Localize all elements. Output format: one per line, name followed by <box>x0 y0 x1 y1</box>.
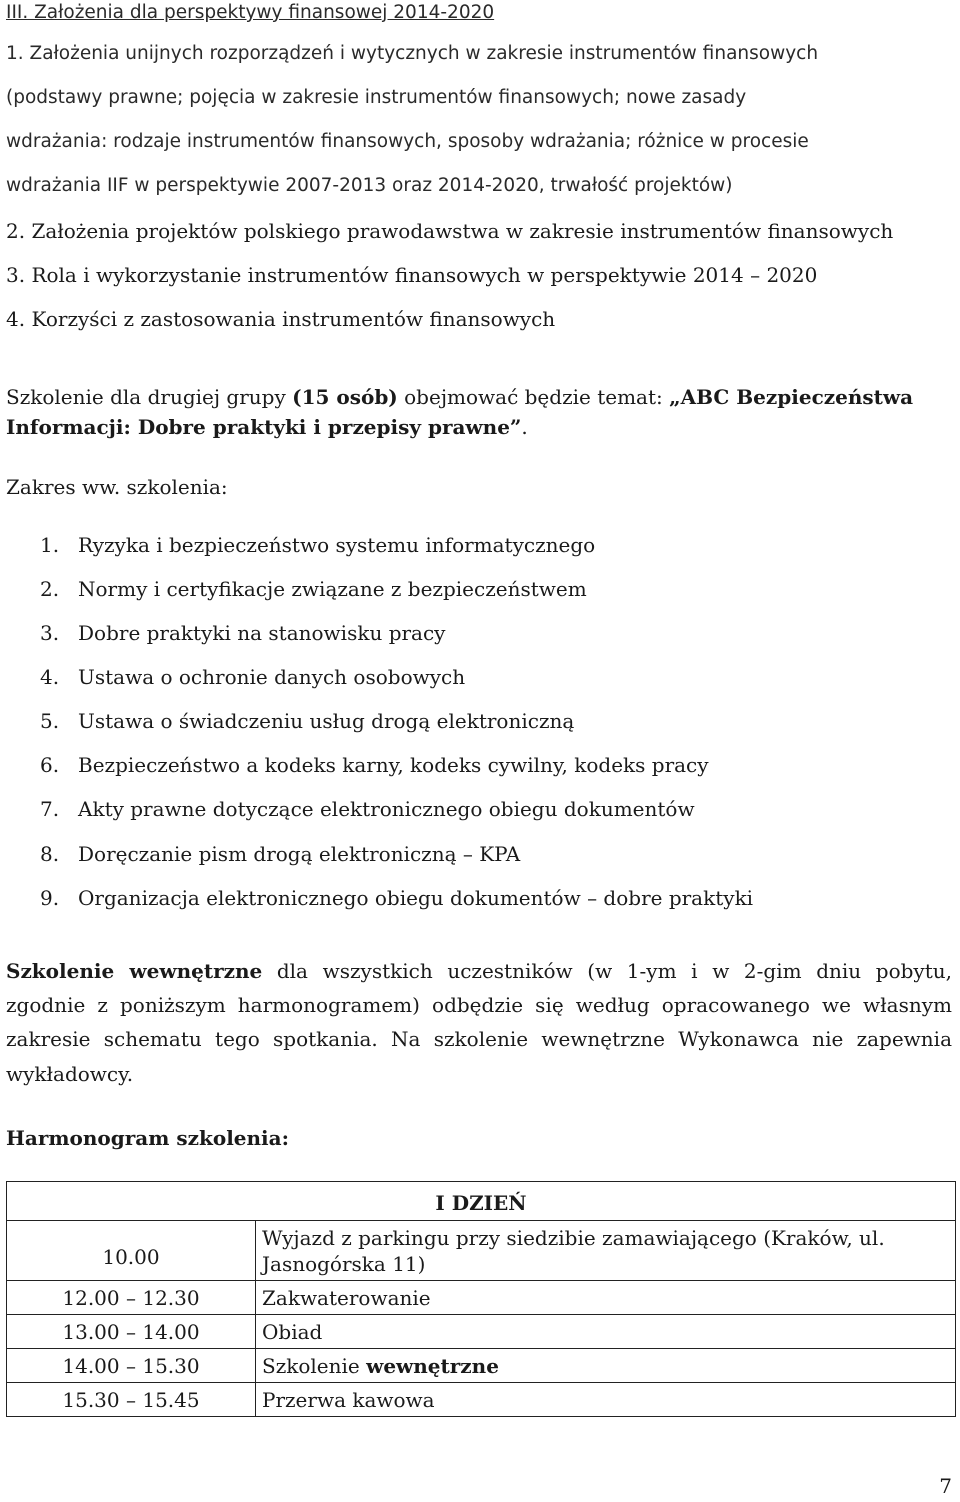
part1-item1-line3: wdrażania: rodzaje instrumentów finansowych, sposoby wdrażania; różnice w procesie <box>6 131 809 152</box>
list-item: 3. Dobre praktyki na stanowisku pracy <box>40 621 446 645</box>
internal-line4: wykładowcy. <box>6 1062 134 1086</box>
internal-line3: zakresie schematu tego spotkania. Na szkolenie wewnętrzne Wykonawca nie zapewnia <box>6 1027 952 1051</box>
table-row <box>7 1383 956 1417</box>
table-row <box>7 1221 956 1281</box>
internal-line2: zgodnie z poniższym harmonogramem) odbędzie się według opracowanego we własnym <box>6 993 952 1017</box>
list-item: 9. Organizacja elektronicznego obiegu dokumentów – dobre praktyki <box>40 886 754 910</box>
internal-bold-lead: Szkolenie wewnętrzne <box>6 959 263 983</box>
list-item: 6. Bezpieczeństwo a kodeks karny, kodeks cywilny, kodeks pracy <box>40 753 709 777</box>
list-item: 7. Akty prawne dotyczące elektronicznego obiegu dokumentów <box>40 797 695 821</box>
part1-item1-line4: wdrażania IIF w perspektywie 2007-2013 oraz 2014-2020, trwałość projektów) <box>6 175 733 196</box>
group2-mid: obejmować będzie temat: <box>397 385 670 409</box>
group2-line2 <box>6 414 528 440</box>
list-item: 4. Ustawa o ochronie danych osobowych <box>40 665 466 689</box>
activity-cell: Obiad <box>256 1315 956 1349</box>
group2-intro: Szkolenie dla drugiej grupy <box>6 385 293 409</box>
time-cell: 12.00 – 12.30 <box>7 1281 256 1315</box>
activity-cell: Szkolenie wewnętrzne <box>256 1349 956 1383</box>
group2-line1 <box>6 384 913 410</box>
schedule-table <box>6 1181 956 1417</box>
activity-cell: Zakwaterowanie <box>256 1281 956 1315</box>
schedule-title: Harmonogram szkolenia: <box>6 1126 289 1150</box>
list-item: 2. Normy i certyfikacje związane z bezpieczeństwem <box>40 577 587 601</box>
part1-item4: 4. Korzyści z zastosowania instrumentów finansowych <box>6 307 556 331</box>
group2-topic-a: „ABC Bezpieczeństwa <box>669 385 914 409</box>
table-row <box>7 1182 956 1221</box>
part1-item3: 3. Rola i wykorzystanie instrumentów finansowych w perspektywie 2014 – 2020 <box>6 263 818 287</box>
time-cell: 10.00 <box>7 1221 256 1281</box>
page-number: 7 <box>939 1474 952 1498</box>
group2-count: (15 osób) <box>292 385 398 409</box>
list-item: 8. Doręczanie pism drogą elektroniczną – KPA <box>40 842 521 866</box>
activity-cell: Przerwa kawowa <box>256 1383 956 1417</box>
internal-line1: Szkolenie wewnętrzne dla wszystkich uczestników (w 1-ym i w 2-gim dniu pobytu, <box>6 959 953 983</box>
part1-item1-line2: (podstawy prawne; pojęcia w zakresie instrumentów finansowych; nowe zasady <box>6 87 747 108</box>
section-title: III. Założenia dla perspektywy finansowej 2014-2020 <box>6 2 495 23</box>
time-cell: 13.00 – 14.00 <box>7 1315 256 1349</box>
scope-label: Zakres ww. szkolenia: <box>6 475 228 499</box>
time-cell: 15.30 – 15.45 <box>7 1383 256 1417</box>
group2-end: . <box>521 415 528 439</box>
list-item: 1. Ryzyka i bezpieczeństwo systemu informatycznego <box>40 533 596 557</box>
day-header: I DZIEŃ <box>7 1182 956 1221</box>
table-row <box>7 1315 956 1349</box>
activity-cell: Wyjazd z parkingu przy siedzibie zamawiającego (Kraków, ul. Jasnogórska 11) <box>256 1221 956 1281</box>
list-item: 5. Ustawa o świadczeniu usług drogą elektroniczną <box>40 709 575 733</box>
time-cell: 14.00 – 15.30 <box>7 1349 256 1383</box>
part1-item1-line1: 1. Założenia unijnych rozporządzeń i wytycznych w zakresie instrumentów finansowych <box>6 43 819 64</box>
table-row <box>7 1281 956 1315</box>
part1-item2: 2. Założenia projektów polskiego prawodawstwa w zakresie instrumentów finansowych <box>6 219 894 243</box>
group2-topic-b: Informacji: Dobre praktyki i przepisy prawne” <box>6 415 522 439</box>
table-row <box>7 1349 956 1383</box>
